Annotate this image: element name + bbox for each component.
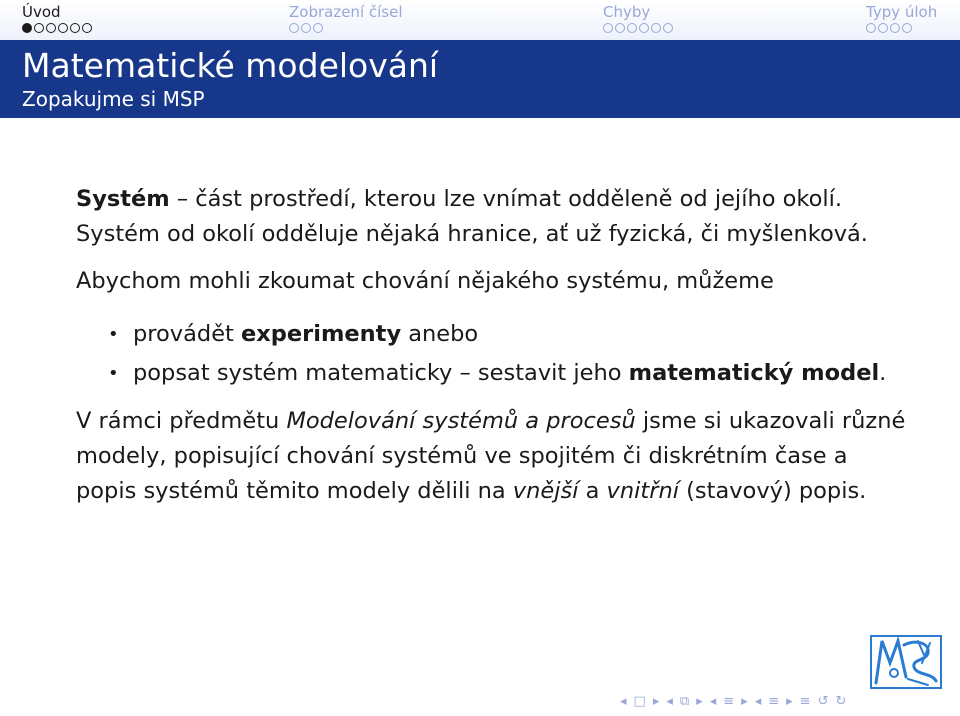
bullet-text: anebo bbox=[401, 321, 479, 347]
next-frame-icon[interactable]: ▸ bbox=[696, 694, 703, 709]
next-slide-icon[interactable]: ▸ bbox=[652, 694, 660, 709]
nav-dot[interactable] bbox=[313, 23, 323, 33]
bullet-text: provádět bbox=[133, 321, 242, 347]
intro-paragraph: Abychom mohli zkoumat chování nějakého systému, můžeme bbox=[76, 268, 774, 294]
next-subsection-icon[interactable]: ▸ bbox=[741, 694, 748, 709]
nav-dot[interactable] bbox=[890, 23, 900, 33]
section-icon[interactable]: ≡ bbox=[768, 694, 780, 709]
nav-dot[interactable] bbox=[70, 23, 80, 33]
nav-dot[interactable] bbox=[651, 23, 661, 33]
nav-section-uvod[interactable]: Úvod bbox=[22, 3, 61, 21]
subsection-icon[interactable]: ≡ bbox=[723, 694, 735, 709]
nav-dot[interactable] bbox=[603, 23, 613, 33]
list-item bbox=[76, 317, 906, 352]
nav-dot[interactable] bbox=[663, 23, 673, 33]
nav-dots-typy-uloh bbox=[866, 23, 912, 35]
bullet-list bbox=[76, 317, 906, 391]
paragraph-text: a bbox=[578, 478, 607, 504]
frame-icon[interactable]: ⧉ bbox=[679, 694, 690, 709]
definition-term: Systém bbox=[76, 186, 170, 212]
university-logo bbox=[868, 633, 944, 691]
nav-dots-zobrazeni-cisel bbox=[289, 23, 323, 35]
nav-section-chyby[interactable]: Chyby bbox=[603, 3, 651, 21]
bullet-text: . bbox=[879, 360, 887, 386]
list-item bbox=[76, 356, 906, 391]
bullet-icon: • bbox=[108, 324, 119, 345]
next-section-icon[interactable]: ▸ bbox=[786, 694, 793, 709]
document-icon[interactable]: ≡ bbox=[799, 694, 811, 709]
nav-dot[interactable] bbox=[289, 23, 299, 33]
definition-paragraph bbox=[76, 182, 906, 252]
nav-dot[interactable] bbox=[866, 23, 876, 33]
bullet-emphasis: experimenty bbox=[241, 321, 402, 347]
nav-dot[interactable] bbox=[615, 23, 625, 33]
frame-title: Matematické modelování bbox=[22, 46, 439, 85]
beamer-navigation-symbols bbox=[620, 692, 956, 712]
nav-dot[interactable] bbox=[34, 23, 44, 33]
course-paragraph bbox=[76, 404, 906, 509]
paragraph-text: (stavový) popis. bbox=[678, 478, 867, 504]
slide-content bbox=[76, 182, 906, 509]
nav-section-typy-uloh[interactable]: Typy úloh bbox=[866, 3, 938, 21]
frame-title-bar bbox=[0, 40, 960, 118]
back-icon[interactable]: ↺ bbox=[817, 694, 829, 709]
nav-dot[interactable] bbox=[878, 23, 888, 33]
forward-icon[interactable]: ↻ bbox=[835, 694, 847, 709]
nav-section-zobrazeni-cisel[interactable]: Zobrazení čísel bbox=[289, 3, 403, 21]
nav-dot[interactable] bbox=[46, 23, 56, 33]
nav-dot[interactable] bbox=[627, 23, 637, 33]
nav-dot[interactable] bbox=[82, 23, 92, 33]
definition-text: – část prostředí, kterou lze vnímat odděleně od jejího okolí. Systém od okolí odděluje nějaká hranice, ať už fyzická, či myšlenková. bbox=[76, 186, 868, 247]
nav-dots-chyby bbox=[603, 23, 673, 35]
frame-subtitle: Zopakujme si MSP bbox=[22, 87, 205, 111]
bullet-text: popsat systém matematicky – sestavit jeho bbox=[133, 360, 629, 386]
term-vnejsi: vnější bbox=[512, 478, 579, 504]
course-name: Modelování systémů a procesů bbox=[286, 408, 636, 434]
prev-frame-icon[interactable]: ◂ bbox=[666, 694, 673, 709]
bullet-icon: • bbox=[108, 363, 119, 384]
paragraph-text: jsme si ukazovali různé modely, popisující chování systémů ve spojitém či diskrétním čase a popis systémů těmito modely dělili na bbox=[76, 408, 906, 504]
slide-icon[interactable]: □ bbox=[633, 694, 646, 709]
nav-dot[interactable] bbox=[639, 23, 649, 33]
term-vnitrni: vnitřní bbox=[606, 478, 679, 504]
nav-dot[interactable] bbox=[301, 23, 311, 33]
navigation-bar bbox=[0, 0, 960, 40]
paragraph-text: V rámci předmětu bbox=[76, 408, 287, 434]
prev-slide-icon[interactable]: ◂ bbox=[620, 694, 627, 709]
nav-dots-uvod bbox=[22, 23, 92, 35]
prev-subsection-icon[interactable]: ◂ bbox=[709, 694, 717, 709]
nav-dot[interactable] bbox=[22, 23, 32, 33]
bullet-emphasis: matematický model bbox=[628, 360, 880, 386]
prev-section-icon[interactable]: ◂ bbox=[754, 694, 762, 709]
nav-dot[interactable] bbox=[902, 23, 912, 33]
nav-dot[interactable] bbox=[58, 23, 68, 33]
